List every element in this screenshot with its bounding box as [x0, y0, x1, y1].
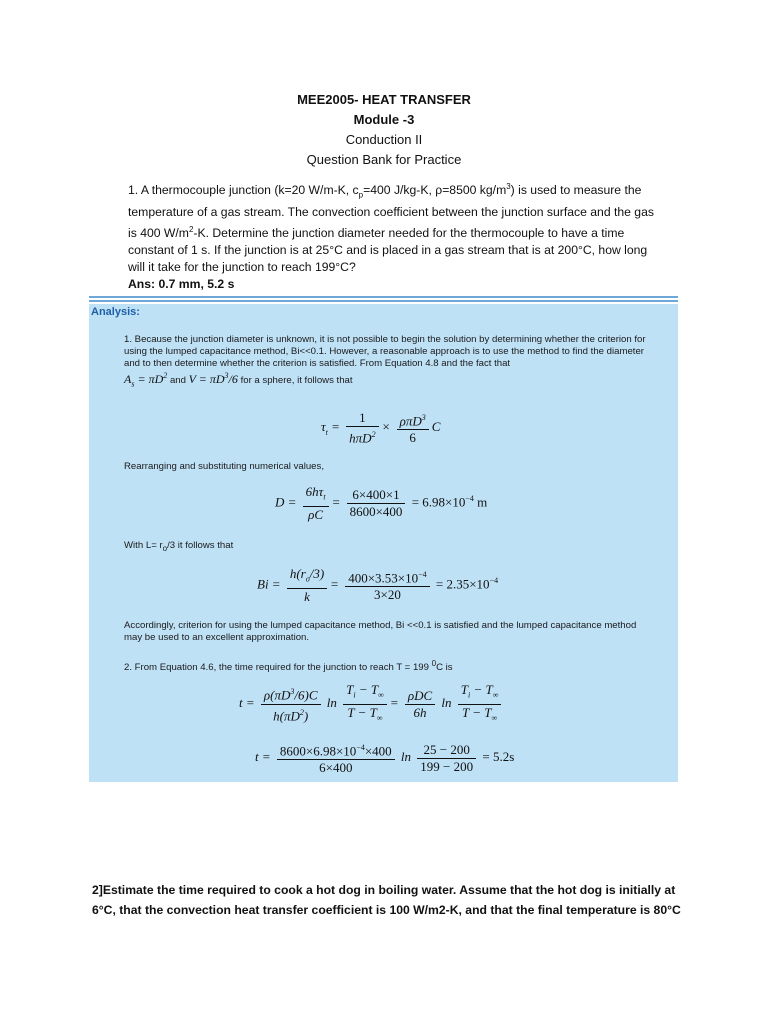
analysis-title: Analysis: — [91, 306, 140, 318]
q1-text-3: ) is used to measure the temperature of a gas stream. The convection coefficient between the junction surface and the gas is 400 W/m — [128, 183, 654, 240]
q1-answer: Ans: 0.7 mm, 5.2 s — [128, 276, 235, 291]
equation-time-numeric: t = $\frac{8600\times 6.98\times 10^{-4}\times 400}{6\times 400}$ ln $\frac{25 - 200}{199 - 200}$ = 5.2s — [255, 741, 515, 776]
analysis-rearranging: Rearranging and substituting numerical values, — [124, 461, 324, 472]
q1-text-1: 1. A thermocouple junction (k=20 W/m-K, c — [128, 183, 359, 198]
module-title: Module -3 — [353, 112, 415, 127]
document-header — [0, 90, 768, 170]
equation-biot: Bi = $\frac{h(r_o/3)}{k}$ = $\frac{400\times 3.53\times 10^{-4}}{3\times 20}$ = $2.35\times 10^{-4}$ — [257, 566, 499, 604]
analysis-panel — [89, 304, 678, 782]
q1-sup-1: 3 — [506, 182, 511, 191]
analysis-with-l: With $L= r_o/3$ it follows that — [124, 540, 234, 553]
question-1 — [128, 178, 658, 293]
q1-sub: p — [358, 190, 364, 200]
question-2: 2]Estimate the time required to cook a hot dog in boiling water. Assume that the hot dog is initially at 6°C, that the convection heat transfer coefficient is 100 W/m2-K, and that the final temperature is 80°C — [92, 883, 681, 917]
analysis-step-2: 2. From Equation 4.6, the time required for the junction to reach T = 199 $^0$C is — [124, 659, 453, 674]
analysis-accordingly: Accordingly, criterion for using the lumped capacitance method, Bi <<0.1 is satisfied and the lumped capacitance method may be used to an excellent approximation. — [124, 620, 637, 643]
equation-tau: $\tau_t$ = $\frac{1}{h\pi D^2}$ × $\frac{\rho\pi D^3}{6}$ C — [321, 410, 441, 446]
divider-lines — [89, 296, 678, 304]
q1-sup-2: 2 — [188, 224, 194, 234]
subtitle: Question Bank for Practice — [306, 152, 462, 167]
equation-diameter: D = $\frac{6h\tau_t}{\rho C}$ = $\frac{6\times 400\times 1}{8600\times 400}$ = $6.98\times 10^{-4}$ m — [275, 484, 488, 522]
q1-text-4: -K. Determine the junction diameter needed for the thermocouple to have a time constant of 1 s. If the junction is at 25°C and is placed in a gas stream that is at 200°C, how long will it take for the junction to reach 199°C? — [128, 225, 648, 274]
course-title: MEE2005- HEAT TRANSFER — [297, 92, 471, 107]
equation-time-general: t = $\frac{\rho(\pi D^3/6)C}{h(\pi D^2)}$ ln $\frac{T_i - T_\infty}{T - T_\infty}$ = $\frac{\text{ρDC}}{6h}$ ln $\frac{T_i - T_\infty}{T - T_\infty}$ — [239, 682, 504, 726]
q1-text-2: =400 J/kg-K, ρ=8500 kg/m — [363, 183, 507, 198]
topic-title: Conduction II — [345, 132, 423, 147]
analysis-para-1: 1. Because the junction diameter is unknown, it is not possible to begin the solution by determining whether the criterion for using the lumped capacitance method, Bi<<0.1. However, a reasonable approach is to use the method to find the diameter and to then determine whether the criterion is satisfied. From Equation 4.8 and the fact that $A_s = \pi D^2$ and $V = \pi D^3/6$ for a sphere, it follows that — [124, 334, 646, 389]
